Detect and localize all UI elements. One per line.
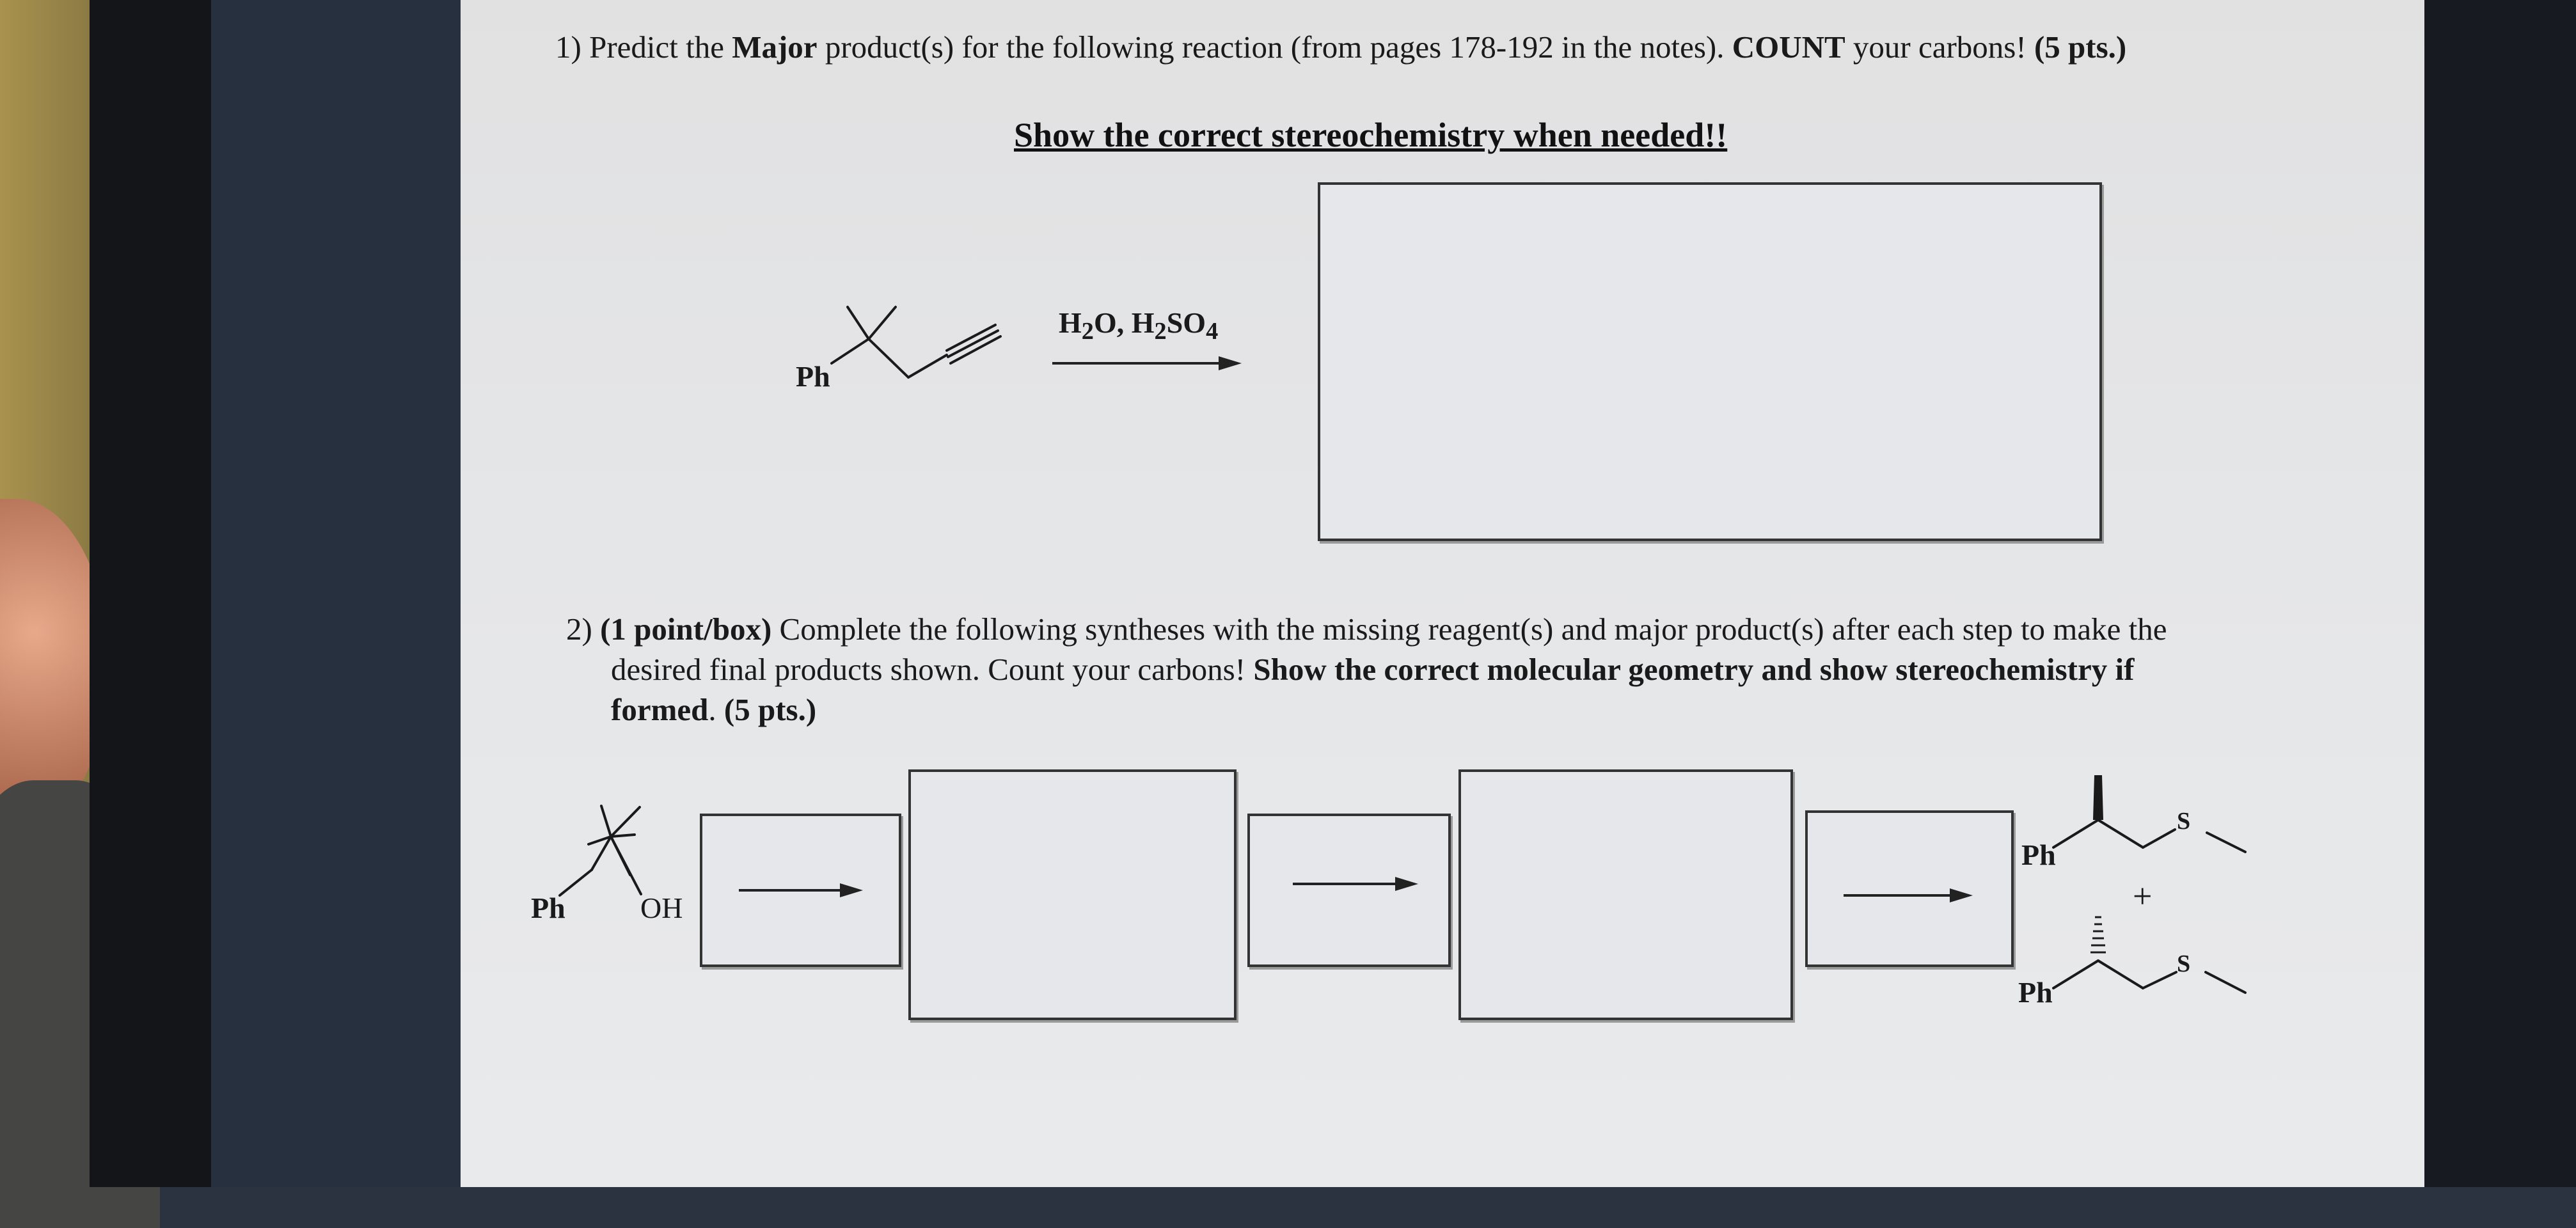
tablet-bezel-right: [2424, 0, 2576, 1187]
q1-text-b: product(s) for the following reaction (from pages 178-192 in the notes).: [817, 29, 1732, 65]
q1-bold-count: COUNT: [1732, 29, 1845, 65]
q2-bold-geometry: Show the correct molecular geometry and show stereochemistry if: [1253, 652, 2135, 687]
question-2-number: 2): [566, 611, 592, 647]
q2-product1-s: S: [2177, 808, 2191, 835]
q2-bold-formed: formed: [611, 692, 709, 727]
worksheet-page: [461, 0, 2424, 1187]
q2-product1-ph: Ph: [2021, 838, 2056, 871]
q1-points: (5 pts.): [2034, 29, 2127, 65]
q2-product2-s: S: [2177, 950, 2191, 977]
reagent-o-h: O, H: [1093, 306, 1155, 339]
q1-bold-major: Major: [732, 29, 818, 65]
q1-text-a: Predict the: [589, 29, 732, 65]
reagent-sub-2b: 2: [1154, 318, 1167, 345]
q2-final-products: [461, 0, 2424, 1187]
q2-start-ph: Ph: [531, 892, 565, 924]
tablet-frame: [211, 0, 461, 1187]
q2-text-b: desired final products shown. Count your carbons!: [611, 652, 1254, 687]
reagent-sub-2: 2: [1081, 318, 1094, 345]
q2-product2-ph: Ph: [2018, 976, 2053, 1009]
question-1-number: 1): [555, 29, 581, 65]
q1-text-c: your carbons!: [1845, 29, 2034, 65]
q2-text-c: .: [708, 692, 724, 727]
q1-ph-label: Ph: [796, 360, 830, 393]
reagent-h: H: [1059, 306, 1082, 339]
reagent-so: SO: [1166, 306, 1206, 339]
q2-points-per-box: (1 point/box): [600, 611, 772, 647]
stereochemistry-note: Show the correct stereochemistry when needed!!: [1014, 116, 1728, 154]
q2-start-oh: OH: [640, 892, 683, 924]
q2-plus-sign: +: [2133, 877, 2153, 915]
reagent-sub-4: 4: [1206, 318, 1219, 345]
q2-text-a: Complete the following syntheses with the missing reagent(s) and major product(s) after each step to make the: [771, 611, 2167, 647]
q2-points: (5 pts.): [723, 692, 817, 727]
